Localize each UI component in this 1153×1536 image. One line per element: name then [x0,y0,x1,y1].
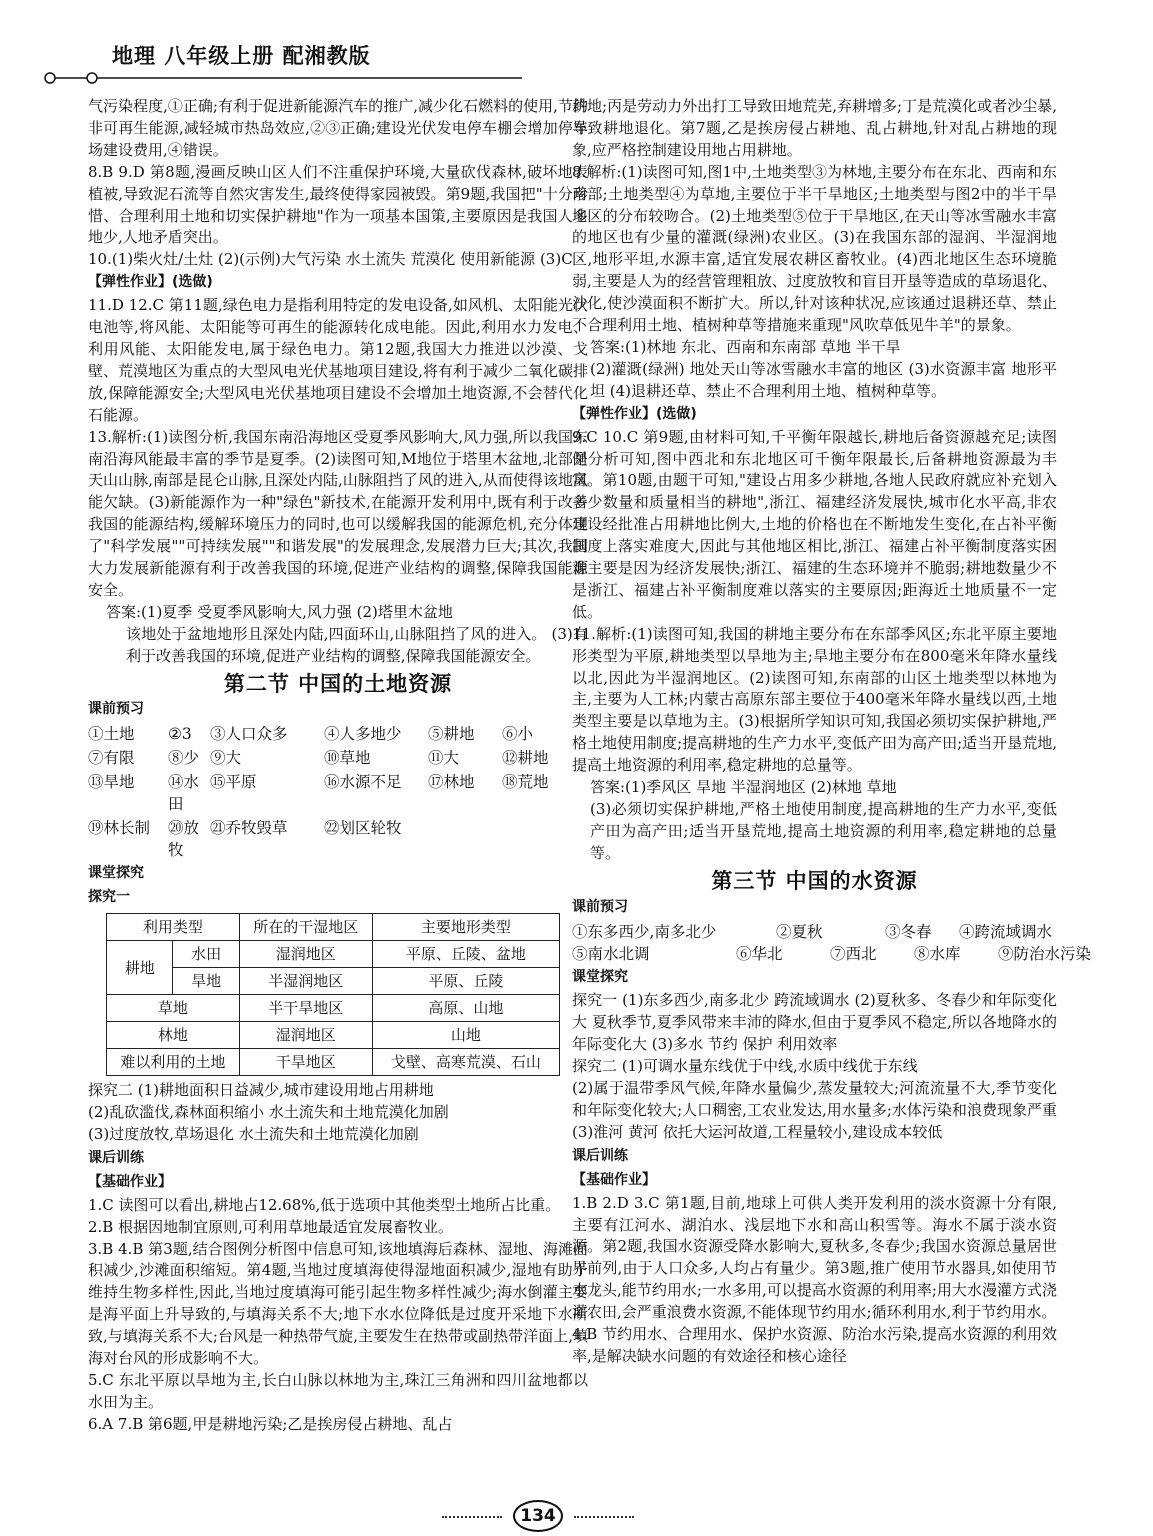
paragraph: 9.C 10.C 第9题,由材料可知,千平衡年限越长,耕地后备资源越充足;读图例分析可知,图中西北和东北地区可千衡年限最长,后备耕地资源最为丰富。第10题,由题干可知,"建设占用多少耕地,各地人民政府就应补充划入多少数量和质量相当的耕地",浙江、福建经济发展快,城市化水平高,非农建设经批准占用耕地比例大,土地的价格也在不断地发生变化,在占补平衡制度上落实难度大,因此与其他地区相比,浙江、福建占补平衡制度落实困难主要是因为经济发展快;浙江、福建的生态环境并不脆弱;耕地数量少不是浙江、福建占补平衡制度难以落实的主要原因;距海近土地质量不一定低。 [572,427,1057,621]
paragraph: 1.B 2.D 3.C 第1题,目前,地球上可供人类开发利用的淡水资源十分有限,主要有江河水、湖泊水、浅层地下水和高山积雪等。海水不属于淡水资源。第2题,我国水资源受降水影响大,夏秋多,冬春少;我国水资源总量居世界前列,由于人口众多,人均占有量少。第3题,推广使用节水器具,如使用节水龙头,能节约用水;一水多用,可以提高水资源的利用率;用大水漫灌方式浇灌农田,会严重浪费水资源,不能体现节约用水;循环利用水,利于节约用水。 [572,1193,1057,1322]
table-cell: 难以利用的土地 [107,1049,240,1076]
header-decoration [42,70,522,86]
paragraph: 8.解析:(1)读图可知,图1中,土地类型③为林地,主要分布在东北、西南和东南部;土地类型④为草地,主要位于半干旱地区;土地类型与图2中的半干旱地区的分布较吻合。(2)土地类型⑤位于干旱地区,在天山等冰雪融水丰富的地区也有少量的灌溉(绿洲)农业区。(3)在我国东部的湿润、半湿润地区,地形平坦,水源丰富,适宜发展农耕区畜牧业。(4)西北地区生态环境脆弱,主要是人为的经营管理粗放、过度放牧和盲目开垦等造成的草场退化、沙化,使沙漠面积不断扩大。所以,针对该种状况,应该通过退耕还草、禁止不合理利用土地、植树种草等措施来重现"风吹草低见牛羊"的景象。 [572,162,1057,335]
table-cell: 草地 [107,995,240,1022]
table-cell: 山地 [372,1022,559,1049]
answer-item: ⑧水库 [914,944,961,963]
answer-item: ⑲林长制 [88,819,151,838]
section-title: 第三节 中国的水资源 [711,868,918,893]
explore-one-label: 探究一 [88,889,130,906]
paragraph: 11.D 12.C 第11题,绿色电力是指利用特定的发电设备,如风机、太阳能光伏电池等,将风能、太阳能等可再生的能源转化成电能。因此,利用水力发电、利用风能、太阳能发电,属于绿色电力。第12题,我国大力推进以沙漠、戈壁、荒漠地区为重点的大型风电光伏基地项目建设,将有利于减少二氧化碳排放,保障能源安全;大型风电光伏基地项目建设不会增加土地资源,不会替代化石能源。 [88,296,588,424]
paragraph: 探究二 (1)耕地面积日益减少,城市建设用地占用耕地 [88,1081,434,1100]
paragraph: 气污染程度,①正确;有利于促进新能源汽车的推广,减少化石燃料的使用,节约非可再生能源,减轻城市热岛效应,②③正确;建设光伏发电停车棚会增加停车场建设费用,④错误。 [88,97,588,159]
paragraph: 探究二 (1)可调水量东线优于中线,水质中线优于东线 [572,1057,918,1076]
answer-item: ⑰林地 [428,773,475,792]
paragraph: 探究一 (1)东多西少,南多北少 跨流域调水 (2)夏秋多、冬春少和年际变化大 夏秋季节,夏季风带来丰沛的降水,但由于夏季风不稳定,所以各地降水的年际变化大 (3)多水 节约 保护 利用效率 [572,991,1057,1054]
answer-item: ①土地 [88,725,135,744]
table-cell: 旱地 [173,968,239,995]
paragraph: 耕地;丙是劳动力外出打工导致田地荒芜,弃耕增多;丁是荒漠化或者沙尘暴,导致耕地退化。第7题,乙是挨房侵占耕地、乱占耕地,针对乱占耕地的现象,应严格控制建设用地占用耕地。 [572,97,1057,159]
table-cell: 湿润地区 [239,1022,372,1049]
answer-item: ⑫耕地 [502,749,549,768]
basic-homework-tag: 【基础作业】 [88,1173,172,1190]
answer: (2)灌溉(绿洲) 地处天山等冰雪融水丰富的地区 (3)水资源丰富 地形平坦 (4)退耕还草、禁止不合理利用土地、植树种草等。 [590,359,1057,400]
table-cell: 半湿润地区 [239,968,372,995]
section-title: 第二节 中国的土地资源 [223,671,453,696]
paragraph: 3.B 4.B 第3题,结合图例分析图中信息可知,该地填海后森林、湿地、海滩面积减少,沙滩面积缩短。第4题,当地过度填海使得湿地面积减少,湿地有助于维持生物多样性,因此,当地过度填海可能引起生物多样性减少;海水倒灌主要是海平面上升导致的,与填海关系不大;地下水水位降低是过度开采地下水所致,与填海关系不大;台风是一种热带气旋,主要发生在热带或副热带洋面上,填海对台风的形成影响不大。 [88,1239,588,1368]
paragraph: 10.(1)柴火灶/土灶 (2)(示例)大气污染 水土流失 荒漠化 使用新能源 (3)C [88,250,573,269]
page-number: 134 [513,1500,563,1532]
paragraph: (3)过度放牧,草场退化 水土流失和土地荒漠化加剧 [88,1125,419,1143]
paragraph: (2)属于温带季风气候,年降水量偏少,蒸发量较大;河流流量不大,季节变化和年际变化较大;人口稠密,工农业发达,用水量多;水体污染和浪费现象严重 (3)淮河 黄河 依托大运河故道,工程量较小,建设成本较低 [572,1079,1057,1141]
table-cell: 戈壁、高寒荒漠、石山 [372,1049,559,1076]
after-class-label: 课后训练 [88,1149,144,1166]
answer-item: ⑦有限 [88,749,135,768]
elastic-homework-tag: 【弹性作业】(选做) [572,405,697,422]
answer-item: ⑥华北 [736,944,783,963]
answer-item: ⑮平原 [210,773,257,792]
table-cell: 林地 [107,1022,240,1049]
answer-item: ⑨大 [210,749,242,768]
paragraph: 11.解析:(1)读图可知,我国的耕地主要分布在东部季风区;东北平原主要地形类型为平原,耕地类型以旱地为主;旱地主要分布在800毫米年降水量线以北,因此为半湿润地区。(2)读图可知,东南部的山区土地类型以林地为主,主要为人工林;内蒙古高原东部主要位于400毫米年降水量线以西,土地类型主要是以草地为主。(3)根据所学知识可知,我国必须切实保护耕地,严格土地使用制度;提高耕地的生产力水平,变低产田为高产田;适当开垦荒地,提高土地资源的利用率,稳定耕地的总量等。 [572,624,1057,775]
preview-label: 课前预习 [572,898,628,915]
right-column [572,96,1092,1368]
preview-answers [572,943,1092,965]
answer-item: ⑱荒地 [502,773,549,792]
answer: (3)必须切实保护耕地,严格土地使用制度,提高耕地的生产力水平,变低产田为高产田;适当开垦荒地,提高土地资源的利用率,稳定耕地的总量等。 [590,800,1057,862]
answer-item: ④人多地少 [324,725,402,744]
left-column [88,96,588,1436]
paragraph: 4.B 节约用水、合理用水、保护水资源、防治水污染,提高水资源的利用效率,是解决缺水问题的有效途径和核心途径 [572,1325,1057,1365]
answer-item: ⑯水源不足 [324,773,402,792]
preview-label: 课前预习 [88,701,144,718]
answer-item: ⑩草地 [324,749,371,768]
answer: 答案:(1)夏季 受夏季风影响大,风力强 (2)塔里木盆地 [106,602,453,621]
divider [574,1516,634,1518]
preview-answers [88,723,588,861]
answer-item: ③人口众多 [210,725,288,744]
preview-answers [572,921,1057,943]
answer-item: ⑧少 [168,749,200,768]
answer-item: ⑭水田 [168,773,200,814]
explore-label: 课堂探究 [572,968,628,985]
elastic-homework-tag: 【弹性作业】(选做) [88,274,213,291]
table-cell: 高原、山地 [372,995,559,1022]
answer-item: ⑦西北 [830,944,877,963]
divider [442,1516,502,1518]
table-cell: 湿润地区 [239,941,372,968]
explore-label: 课堂探究 [88,865,144,882]
table-cell: 水田 [173,941,239,968]
answer-item: ④跨流域调水 [959,922,1053,941]
table-cell: 平原、丘陵、盆地 [372,941,559,968]
answer-item: ⑪大 [428,749,460,768]
paragraph: 1.C 读图可以看出,耕地占12.68%,低于选项中其他类型土地所占比重。 [88,1195,561,1214]
answer-item: ⑥小 [502,725,534,744]
table-header: 所在的干湿地区 [239,914,372,941]
answer: 答案:(1)季风区 旱地 半湿润地区 (2)林地 草地 [590,778,897,797]
page-footer [0,1500,1076,1532]
table-cell: 干旱地区 [239,1049,372,1076]
paragraph: 13.解析:(1)读图分析,我国东南沿海地区受夏季风影响大,风力强,所以我国东南沿海风能最丰富的季节是夏季。(2)读图可知,M地位于塔里木盆地,北部是天山山脉,南部是昆仑山脉,且深处内陆,山脉阻挡了风的进入,从而使得该地风能欠缺。(3)新能源作为一种"绿色"新技术,在能源开发利用中,既有利于改善我国的能源结构,缓解环境压力的同时,也可以缓解我国的能源危机,充分体现了"科学发展""可持续发展""和谐发展"的发展理念,发展潜力巨大;其次,我国大力发展新能源有利于改善我国的环境,促进产业结构的调整,保障我国能源安全。 [88,427,588,599]
table-cell: 平原、丘陵 [372,968,559,995]
answer-item: ②3 [168,725,192,744]
table-cell: 半干旱地区 [239,995,372,1022]
answer: 答案:(1)林地 东北、西南和东南部 草地 半干旱 [590,337,901,356]
paragraph: 5.C 东北平原以旱地为主,长白山脉以林地为主,珠江三角洲和四川盆地都以水田为主。 [88,1370,588,1411]
answer-item: ㉒划区轮牧 [324,819,402,838]
paragraph: 8.B 9.D 第8题,漫画反映山区人们不注重保护环境,大量砍伐森林,破坏地表植被,导致泥石流等自然灾害发生,最终使得家园被毁。第9题,我国把"十分珍惜、合理利用土地和切实保护耕地"作为一项基本国策,主要原因是我国人多地少,人地矛盾突出。 [88,162,588,247]
answer-item: ①东多西少,南多北少 [572,922,717,941]
answer-item: ⑤南水北调 [572,944,650,963]
after-class-label: 课后训练 [572,1147,628,1164]
page-header: 地理 八年级上册 配湘教版 [112,44,371,68]
land-use-table [106,913,560,1076]
answer-item: ㉑乔牧毁草 [210,819,288,838]
answer-item: ②夏秋 [776,922,823,941]
answer-item: ⑳放牧 [168,819,200,860]
table-cell: 耕地 [107,941,173,995]
answer-item: ⑨防治水污染 [998,944,1092,963]
paragraph: 6.A 7.B 第6题,甲是耕地污染;乙是挨房侵占耕地、乱占 [88,1414,453,1433]
answer: 该地处于盆地地形且深处内陆,四面环山,山脉阻挡了风的进入。 (3)有利于改善我国的环境,促进产业结构的调整,保障我国能源安全。 [126,624,588,665]
table-header: 利用类型 [107,914,240,941]
answer-item: ③冬春 [885,922,932,941]
answer-item: ⑤耕地 [428,725,475,744]
table-header: 主要地形类型 [372,914,559,941]
answer-item: ⑬旱地 [88,773,135,792]
paragraph: 2.B 根据因地制宜原则,可利用草地最适宜发展畜牧业。 [88,1217,453,1236]
basic-homework-tag: 【基础作业】 [572,1171,656,1188]
paragraph: (2)乱砍滥伐,森林面积缩小 水土流失和土地荒漠化加剧 [88,1103,449,1122]
